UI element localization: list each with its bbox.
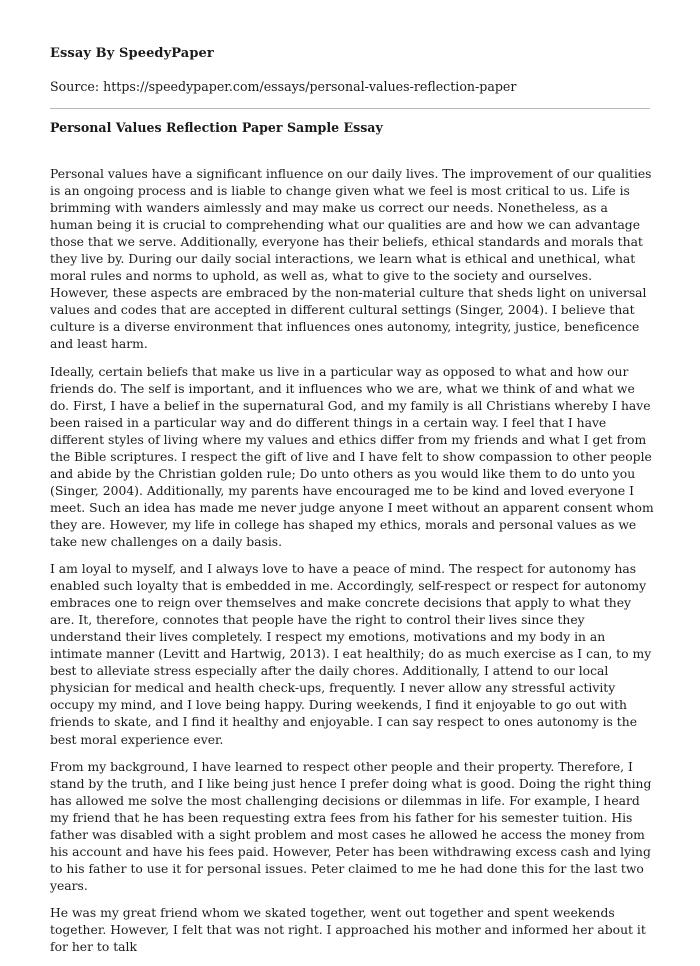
header-divider bbox=[50, 108, 650, 109]
source-line: Source: https://speedypaper.com/essays/personal-values-reflection-paper bbox=[50, 79, 517, 94]
paragraph-1: Personal values have a significant influence on our daily lives. The improvement of our qualities is an ongoing process and is liable to change given what we feel is most critical to us. Life is brimming with wanders aimlessly and may make us correct our needs. Nonetheless, as a human being it is crucial to comprehending what our qualities are and how we can advantage those that we serve. Additionally, everyone has their beliefs, ethical standards and morals that they live by. During our daily social interactions, we learn what is ethical and unethical, what moral rules and norms to uphold, as well as, what to give to the society and ourselves. However, these aspects are embraced by the non-material culture that sheds light on universal values and codes that are accepted in different cultural settings (Singer, 2004). I believe that culture is a diverse environment that influences ones autonomy, integrity, justice, beneficence and least harm. bbox=[50, 167, 652, 352]
paragraph-3: I am loyal to myself, and I always love to have a peace of mind. The respect for autonomy has enabled such loyalty that is embedded in me. Accordingly, self-respect or respect for autonomy embraces one to reign over themselves and make concrete decisions that apply to what they are. It, therefore, connotes that people have the right to control their lives since they understand their lives completely. I respect my emotions, motivations and my body in an intimate manner (Levitt and Hartwig, 2013). I eat healthily; do as much exercise as I can, to my best to alleviate stress especially after the daily chores. Additionally, I attend to our local physician for medical and health check-ups, frequently. I never allow any stressful activity occupy my mind, and I love being happy. During weekends, I find it enjoyable to go out with friends to skate, and I find it healthy and enjoyable. I can say respect to ones autonomy is the best moral experience ever. bbox=[50, 562, 652, 747]
paragraph-4: From my background, I have learned to respect other people and their property. Therefore, I stand by the truth, and I like being just hence I prefer doing what is good. Doing the right thing has allowed me solve the most challenging decisions or dilemmas in life. For example, I heard my friend that he has been requesting extra fees from his father for his semester tuition. His father was disabled with a sight problem and most cases he allowed he access the money from his account and have his fees paid. However, Peter has been withdrawing excess cash and lying to his father to use it for personal issues. Peter claimed to me he had done this for the last two years. bbox=[50, 759, 652, 893]
essay-body bbox=[50, 166, 654, 966]
essay-title: Personal Values Reflection Paper Sample Essay bbox=[50, 120, 383, 135]
brand-title: Essay By SpeedyPaper bbox=[50, 46, 214, 61]
paragraph-2: Ideally, certain beliefs that make us live in a particular way as opposed to what and how our friends do. The self is important, and it influences who we are, what we think of and what we do. First, I have a belief in the supernatural God, and my family is all Christians whereby I have been raised in a particular way and do different things in a certain way. I feel that I have different styles of living where my values and ethics differ from my friends and what I get from the Bible scriptures. I respect the gift of live and I have felt to show compassion to other people and abide by the Christian golden rule; Do unto others as you would like them to do unto you (Singer, 2004). Additionally, my parents have encouraged me to be kind and loved everyone I meet. Such an idea has made me never judge anyone I meet without an apparent consent whom they are. However, my life in college has shaped my ethics, morals and personal values as we take new challenges on a daily basis. bbox=[50, 364, 654, 549]
paragraph-5: He was my great friend whom we skated together, went out together and spent weekends together. However, I felt that was not right. I approached his mother and informed her about it for her to talk bbox=[50, 905, 646, 955]
